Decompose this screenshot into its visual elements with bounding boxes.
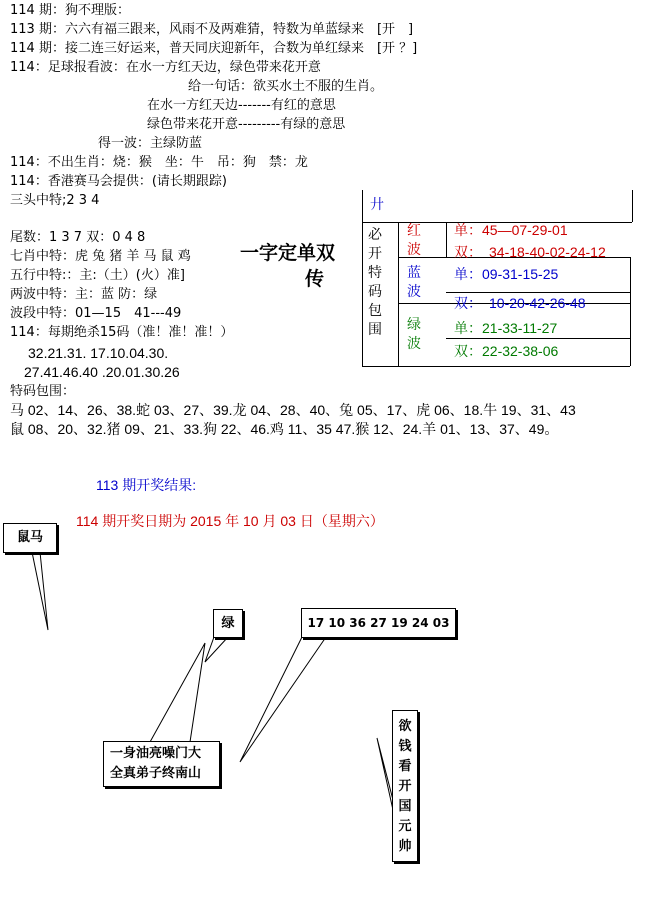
yizi-heading-2: 传 bbox=[305, 268, 325, 290]
blue-single: 单：09-31-15-25 bbox=[454, 266, 559, 282]
red-single: 单：45—07-29-01 bbox=[454, 222, 568, 238]
stat-kill-numbers-1: 32.21.31. 17.10.04.30. bbox=[28, 345, 169, 361]
blue-double: 双： 10-20-42-26-48 bbox=[454, 295, 586, 311]
date-114: 114 期开奖日期为 2015 年 10 月 03 日（星期六） bbox=[76, 513, 384, 529]
blue-wave-label: 蓝 波 bbox=[407, 265, 421, 300]
callout-vertical: 欲 钱 看 开 国 元 帅 bbox=[392, 710, 418, 862]
line-football: 114：足球报看波：在水一方红天边，绿色带来花开意 bbox=[10, 60, 321, 75]
line-green-meaning: 绿色带来花开意---------有绿的意思 bbox=[147, 117, 346, 132]
red-double: 双： 34-18-40-02-24-12 bbox=[454, 244, 606, 260]
stat-kill-numbers-2: 27.41.46.40 .20.01.30.26 bbox=[24, 364, 180, 380]
title-line: 114 期：狗不理版： bbox=[10, 3, 130, 18]
line-113-poem: 113 期：六六有福三跟来，风雨不及两难猜，特数为单蓝绿来 [开 ] bbox=[10, 22, 414, 37]
stat-five-elements: 五行中特:：主:（土）(火）准] bbox=[10, 268, 185, 283]
result-113: 113 期开奖结果: bbox=[96, 477, 197, 493]
red-wave-label: 红 波 bbox=[407, 223, 421, 258]
line-jockey: 114：香港赛马会提供：(请长期跟踪) bbox=[10, 174, 227, 189]
poem-line-1: 一身油亮噪门大 bbox=[110, 746, 202, 761]
stat-kill15: 114：每期绝杀15码（准！准！准！） bbox=[10, 325, 234, 340]
line-three-heads: 三头中特;2 3 4 bbox=[10, 193, 100, 208]
line-hint: 给一句话：欲买水土不服的生肖。 bbox=[188, 79, 384, 94]
table-header: 廾 bbox=[370, 196, 384, 212]
tema-title: 特码包围： bbox=[10, 384, 76, 399]
green-wave-label: 绿 波 bbox=[407, 317, 421, 352]
callout-poem bbox=[103, 741, 220, 787]
tema-line-2: 鼠 08、20、32.猪 09、21、33.狗 22、46.鸡 11、35 47.猴 12、24.羊 01、13、37、49。 bbox=[10, 421, 559, 437]
stat-seven-zodiac: 七肖中特：虎 兔 猪 羊 马 鼠 鸡 bbox=[10, 249, 191, 264]
line-114-poem: 114 期：接二连三好运来，普天同庆迎新年，合数为单红绿来 [开 ？] bbox=[10, 41, 418, 56]
yizi-heading: 一字定单双 bbox=[240, 242, 336, 264]
stat-segment: 波段中特：01—15 41---49 bbox=[10, 306, 182, 321]
callout-shuma: 鼠马 bbox=[3, 523, 57, 553]
callout-numbers: 17 10 36 27 19 24 03 bbox=[301, 608, 456, 638]
green-single: 单：21-33-11-27 bbox=[454, 320, 558, 336]
poem-line-2: 全真弟子终南山 bbox=[110, 766, 202, 781]
side-label: 必 开 特 码 包 围 bbox=[368, 227, 382, 338]
line-wave: 得一波：主绿防蓝 bbox=[98, 136, 203, 151]
callout-green: 绿 bbox=[213, 609, 243, 638]
line-red-meaning: 在水一方红天边-------有红的意思 bbox=[147, 98, 336, 113]
green-double: 双：22-32-38-06 bbox=[454, 343, 559, 359]
line-no-zodiac: 114：不出生肖：烧：猴 坐：牛 吊：狗 禁：龙 bbox=[10, 155, 308, 170]
stat-tail: 尾数：1 3 7 双：0 4 8 bbox=[10, 230, 146, 245]
tema-line-1: 马 02、14、26、38.蛇 03、27、39.龙 04、28、40、兔 05、17、虎 06、18.牛 19、31、43 bbox=[10, 402, 576, 418]
stat-two-waves: 两波中特：主：蓝 防：绿 bbox=[10, 287, 158, 302]
